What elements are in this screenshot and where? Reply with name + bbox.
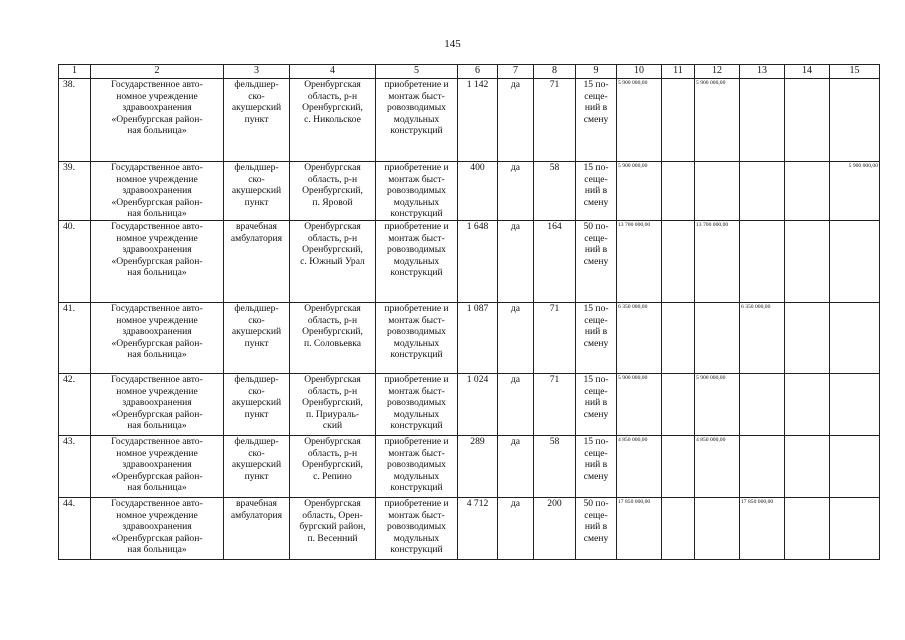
staff-cell: 71 [534,303,576,374]
capacity-cell: 50 по- сеще- ний в смену [576,498,617,560]
area-cell: 400 [458,162,498,221]
row-number-cell: 38. [59,79,91,162]
header-cell: 6 [458,65,498,79]
area-cell: 1 142 [458,79,498,162]
staff-cell: 164 [534,221,576,303]
amount-col13-cell [740,162,785,221]
staff-cell: 58 [534,162,576,221]
amount-col11-cell [662,221,695,303]
amount-col14-cell [785,79,830,162]
row-number-cell: 39. [59,162,91,221]
facility-type-cell: фельдшер- ско- акушерский пункт [224,162,290,221]
amount-col10-cell: 5 900 000,00 [617,374,662,436]
amount-col10-cell: 5 900 000,00 [617,162,662,221]
amount-col10-cell: 17 850 000,00 [617,498,662,560]
organization-cell: Государственное авто- номное учреждение здравоохранения «Оренбургская район- ная больница» [91,374,224,436]
table-row [59,79,880,162]
flag-cell: да [498,162,534,221]
location-cell: Оренбургская область, р-н Оренбургский, с. Никольское [290,79,376,162]
flag-cell: да [498,374,534,436]
amount-col12-cell: 13 700 000,00 [695,221,740,303]
action-cell: приобретение и монтаж быст- ровозводимых модульных конструкций [376,374,458,436]
page-number: 145 [444,38,461,50]
amount-col10-cell: 5 900 000,00 [617,79,662,162]
location-cell: Оренбургская область, Орен- бургский район, п. Весенний [290,498,376,560]
amount-col15-cell [830,79,880,162]
amount-col11-cell [662,374,695,436]
amount-col12-cell [695,498,740,560]
amount-col11-cell [662,303,695,374]
flag-cell: да [498,436,534,498]
amount-col14-cell [785,303,830,374]
amount-col15-cell [830,498,880,560]
table-row [59,498,880,560]
amount-col15-cell [830,303,880,374]
amount-col13-cell [740,436,785,498]
action-cell: приобретение и монтаж быст- ровозводимых модульных конструкций [376,436,458,498]
header-cell: 12 [695,65,740,79]
amount-col13-cell: 6 350 000,00 [740,303,785,374]
action-cell: приобретение и монтаж быст- ровозводимых модульных конструкций [376,498,458,560]
facility-type-cell: фельдшер- ско- акушерский пункт [224,79,290,162]
amount-col10-cell: 6 350 000,00 [617,303,662,374]
amount-col15-cell: 5 900 000,00 [830,162,880,221]
amount-col13-cell [740,221,785,303]
amount-col12-cell [695,303,740,374]
capacity-cell: 50 по- сеще- ний в смену [576,221,617,303]
area-cell: 1 024 [458,374,498,436]
amount-col13-cell: 17 850 000,00 [740,498,785,560]
organization-cell: Государственное авто- номное учреждение здравоохранения «Оренбургская район- ная больница» [91,221,224,303]
capacity-cell: 15 по- сеще- ний в смену [576,303,617,374]
header-cell: 3 [224,65,290,79]
header-cell: 4 [290,65,376,79]
amount-col15-cell [830,221,880,303]
organization-cell: Государственное авто- номное учреждение здравоохранения «Оренбургская район- ная больница» [91,303,224,374]
amount-col14-cell [785,162,830,221]
area-cell: 1 087 [458,303,498,374]
action-cell: приобретение и монтаж быст- ровозводимых модульных конструкций [376,221,458,303]
amount-col11-cell [662,498,695,560]
header-cell: 1 [59,65,91,79]
row-number-cell: 41. [59,303,91,374]
location-cell: Оренбургская область, р-н Оренбургский, с. Южный Урал [290,221,376,303]
header-cell: 11 [662,65,695,79]
capacity-cell: 15 по- сеще- ний в смену [576,79,617,162]
header-cell: 2 [91,65,224,79]
facility-type-cell: врачебная амбулатория [224,221,290,303]
row-number-cell: 42. [59,374,91,436]
header-cell: 15 [830,65,880,79]
location-cell: Оренбургская область, р-н Оренбургский, п. Приураль- ский [290,374,376,436]
staff-cell: 200 [534,498,576,560]
area-cell: 1 648 [458,221,498,303]
amount-col11-cell [662,162,695,221]
amount-col10-cell: 13 700 000,00 [617,221,662,303]
amount-col14-cell [785,498,830,560]
table-row [59,374,880,436]
header-row [59,65,880,79]
row-number-cell: 44. [59,498,91,560]
table-row [59,221,880,303]
location-cell: Оренбургская область, р-н Оренбургский, п. Яровой [290,162,376,221]
amount-col12-cell [695,162,740,221]
row-number-cell: 43. [59,436,91,498]
header-cell: 5 [376,65,458,79]
amount-col15-cell [830,436,880,498]
facility-type-cell: фельдшер- ско- акушерский пункт [224,436,290,498]
organization-cell: Государственное авто- номное учреждение здравоохранения «Оренбургская район- ная больница» [91,162,224,221]
flag-cell: да [498,303,534,374]
flag-cell: да [498,498,534,560]
amount-col13-cell [740,79,785,162]
header-cell: 9 [576,65,617,79]
capacity-cell: 15 по- сеще- ний в смену [576,374,617,436]
flag-cell: да [498,79,534,162]
header-cell: 8 [534,65,576,79]
location-cell: Оренбургская область, р-н Оренбургский, п. Соловьевка [290,303,376,374]
facility-type-cell: врачебная амбулатория [224,498,290,560]
organization-cell: Государственное авто- номное учреждение здравоохранения «Оренбургская район- ная больница» [91,498,224,560]
header-cell: 14 [785,65,830,79]
header-cell: 7 [498,65,534,79]
organization-cell: Государственное авто- номное учреждение здравоохранения «Оренбургская район- ная больница» [91,436,224,498]
organization-cell: Государственное авто- номное учреждение здравоохранения «Оренбургская район- ная больница» [91,79,224,162]
action-cell: приобретение и монтаж быст- ровозводимых модульных конструкций [376,162,458,221]
facility-type-cell: фельдшер- ско- акушерский пункт [224,374,290,436]
table-row [59,436,880,498]
header-cell: 10 [617,65,662,79]
area-cell: 289 [458,436,498,498]
action-cell: приобретение и монтаж быст- ровозводимых модульных конструкций [376,79,458,162]
staff-cell: 71 [534,79,576,162]
flag-cell: да [498,221,534,303]
amount-col14-cell [785,374,830,436]
area-cell: 4 712 [458,498,498,560]
row-number-cell: 40. [59,221,91,303]
header-cell: 13 [740,65,785,79]
data-table [58,64,880,560]
amount-col12-cell: 4 850 000,00 [695,436,740,498]
capacity-cell: 15 по- сеще- ний в смену [576,162,617,221]
amount-col11-cell [662,79,695,162]
amount-col13-cell [740,374,785,436]
table-row [59,303,880,374]
amount-col11-cell [662,436,695,498]
amount-col12-cell: 5 900 000,00 [695,79,740,162]
amount-col10-cell: 4 850 000,00 [617,436,662,498]
facility-type-cell: фельдшер- ско- акушерский пункт [224,303,290,374]
action-cell: приобретение и монтаж быст- ровозводимых модульных конструкций [376,303,458,374]
amount-col12-cell: 5 900 000,00 [695,374,740,436]
table-row [59,162,880,221]
staff-cell: 58 [534,436,576,498]
amount-col14-cell [785,436,830,498]
amount-col14-cell [785,221,830,303]
capacity-cell: 15 по- сеще- ний в смену [576,436,617,498]
location-cell: Оренбургская область, р-н Оренбургский, с. Репино [290,436,376,498]
amount-col15-cell [830,374,880,436]
staff-cell: 71 [534,374,576,436]
